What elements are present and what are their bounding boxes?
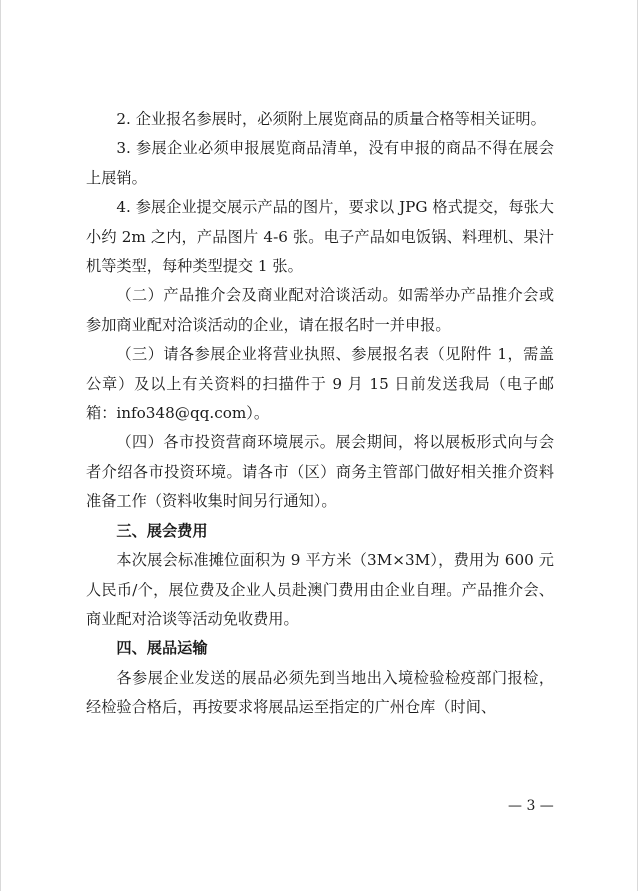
paragraph-product-promotion: （二）产品推介会及商业配对洽谈活动。如需举办产品推介会或参加商业配对洽谈活动的企业，请在报名时一并申报。 <box>86 286 554 334</box>
paragraph-investment-display: （四）各市投资营商环境展示。展会期间，将以展板形式向与会者介绍各市投资环境。请各市（区）商务主管部门做好相关推介资料准备工作（资料收集时间另行通知）。 <box>86 433 554 511</box>
section-heading-transport: 四、展品运输 <box>116 639 208 658</box>
paragraph-fees: 本次展会标准摊位面积为 9 平方米（3M×3M），费用为 600 元人民币/个，展位费及企业人员赴澳门费用由企业自理。产品推介会、商业配对洽谈等活动免收费用。 <box>86 551 554 628</box>
paragraph-transport: 各参展企业发送的展品必须先到当地出入境检验检疫部门报检，经检验合格后，再按要求将展品运至指定的广州仓库（时间、 <box>86 668 554 717</box>
paragraph-item-3: 3. 参展企业必须申报展览商品清单，没有申报的商品不得在展会上展销。 <box>86 139 554 187</box>
page-number: — 3 — <box>508 798 554 814</box>
paragraph-document-submission: （三）请各参展企业将营业执照、参展报名表（见附件 1，需盖公章）及以上有关资料的扫描件于 9 月 15 日前发送我局（电子邮箱：info348@qq.com）。 <box>86 345 554 423</box>
document-body <box>86 105 554 723</box>
section-heading-fees: 三、展会费用 <box>116 521 208 540</box>
paragraph-item-4: 4. 参展企业提交展示产品的图片，要求以 JPG 格式提交，每张大小约 2m 之内，产品图片 4-6 张。电子产品如电饭锅、料理机、果汁机等类型，每种类型提交 1 张。 <box>86 198 554 276</box>
paragraph-item-2: 2. 企业报名参展时，必须附上展览商品的质量合格等相关证明。 <box>116 110 546 128</box>
